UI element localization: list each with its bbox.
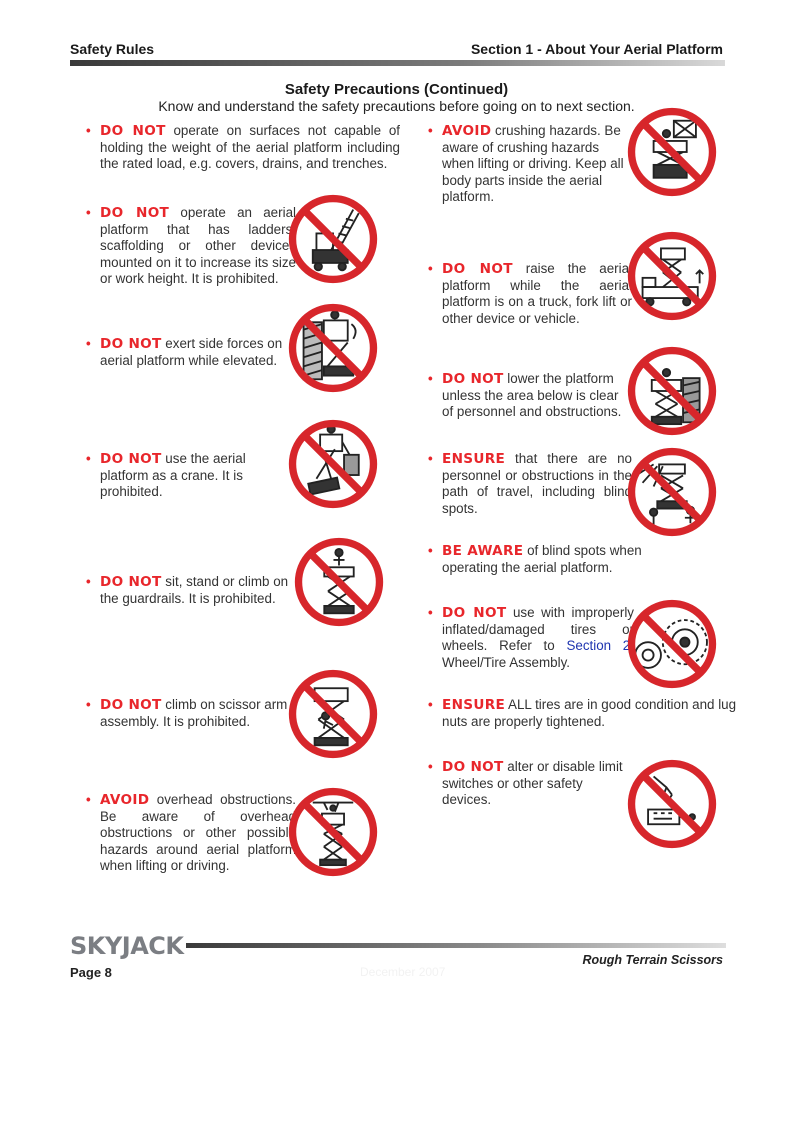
footer-product-name: Rough Terrain Scissors: [582, 953, 723, 967]
bullet-dot: •: [86, 336, 91, 351]
precaution-surfaces: [86, 123, 400, 173]
prohibited-damaged-tire-icon: [626, 598, 718, 690]
precaution-ladders: [86, 205, 296, 288]
prohibited-ladder-icon: [287, 193, 379, 285]
bullet-dot: •: [428, 543, 433, 558]
bullet-dot: •: [428, 261, 433, 276]
prohibited-side-force-icon: [287, 302, 379, 394]
precaution-text: operate an aerial platform that has ladders, scaffolding or other devices mounted on it to increase its size or work height. It is prohibited.: [100, 205, 296, 286]
precaution-text: that there are no personnel or obstructions in the path of travel, including blind spots.: [442, 451, 632, 516]
prohibited-guardrail-climb-icon: [293, 536, 385, 628]
prohibited-scissor-climb-icon: [287, 668, 379, 760]
bullet-dot: •: [86, 451, 91, 466]
precaution-text: use the aerial platform as a crane. It is prohibited.: [100, 451, 246, 499]
bullet-dot: •: [428, 759, 433, 774]
precaution-truck: [428, 261, 632, 327]
precaution-text: crushing hazards. Be aware of crushing hazards when lifting or driving. Keep all body parts inside the aerial platform.: [442, 123, 624, 204]
bullet-dot: •: [86, 123, 91, 138]
header-divider: [70, 60, 725, 66]
footer-date-watermark: December 2007: [360, 965, 446, 979]
precaution-text: overhead obstructions. Be aware of overhead obstructions or other possible hazards around aerial platform when lifting or driving.: [100, 792, 296, 873]
bullet-dot: •: [86, 792, 91, 807]
precaution-crane: [86, 451, 296, 501]
precaution-text: use with improperly inflated/damaged tires or wheels. Refer to: [442, 605, 635, 653]
precaution-limit-switches: [428, 759, 632, 809]
header-chapter-title: Section 1 - About Your Aerial Platform: [470, 41, 723, 57]
prohibited-lower-icon: [626, 345, 718, 437]
precaution-text: of blind spots when operating the aerial platform.: [442, 543, 642, 575]
precaution-keyword: DO NOT: [442, 371, 504, 387]
precaution-keyword: DO NOT: [100, 205, 170, 221]
precaution-guardrails: [86, 574, 296, 607]
bullet-dot: •: [428, 697, 433, 712]
bullet-dot: •: [428, 605, 433, 620]
precaution-keyword: AVOID: [100, 792, 150, 808]
precaution-blind-spots: [428, 543, 664, 576]
precaution-keyword: ENSURE: [442, 451, 506, 467]
precaution-path-travel: [428, 451, 632, 517]
precaution-text: operate on surfaces not capable of holding the weight of the aerial platform including the rated load, e.g. covers, drains, and trenches.: [100, 123, 400, 171]
skyjack-logo: SKYJACK: [70, 932, 184, 960]
prohibited-path-travel-icon: [626, 446, 718, 538]
precaution-lug-nuts: [428, 697, 742, 730]
precaution-lowering: [428, 371, 632, 421]
precaution-text: exert side forces on aerial platform while elevated.: [100, 336, 283, 368]
precaution-text: raise the aerial platform while the aerial platform is on a truck, fork lift or other device or vehicle.: [442, 261, 632, 326]
page-title: Safety Precautions (Continued): [284, 81, 509, 98]
precaution-text: alter or disable limit switches or other safety devices.: [442, 759, 623, 807]
precaution-keyword: ENSURE: [442, 697, 506, 713]
bullet-dot: •: [86, 697, 91, 712]
bullet-dot: •: [86, 574, 91, 589]
precaution-keyword: DO NOT: [100, 574, 162, 590]
header-section-label: Safety Rules: [70, 41, 155, 57]
precaution-keyword: DO NOT: [442, 759, 504, 775]
precaution-text: sit, stand or climb on the guardrails. It is prohibited.: [100, 574, 289, 606]
prohibited-crushing-icon: [626, 106, 718, 198]
bullet-dot: •: [428, 371, 433, 386]
precaution-text: ALL tires are in good condition and lug nuts are properly tightened.: [442, 697, 737, 729]
precaution-text: lower the platform unless the area below is clear of personnel and obstructions.: [442, 371, 622, 419]
bullet-dot: •: [428, 123, 433, 138]
precaution-keyword: DO NOT: [442, 605, 507, 621]
bullet-dot: •: [86, 205, 91, 220]
precaution-keyword: AVOID: [442, 123, 492, 139]
precaution-keyword: DO NOT: [100, 451, 162, 467]
prohibited-truck-icon: [626, 230, 718, 322]
precaution-keyword: DO NOT: [100, 697, 162, 713]
prohibited-overhead-icon: [287, 786, 379, 878]
precaution-tires: [428, 605, 634, 671]
prohibited-crane-icon: [287, 418, 379, 510]
section-2-link[interactable]: Section 2: [566, 638, 631, 653]
precaution-scissor-arm: [86, 697, 296, 730]
precaution-text: climb on scissor arm assembly. It is prohibited.: [100, 697, 288, 729]
page-number: Page 8: [70, 965, 112, 980]
precaution-keyword: DO NOT: [100, 123, 166, 139]
precaution-side-forces: [86, 336, 296, 369]
precaution-keyword: DO NOT: [100, 336, 162, 352]
precaution-keyword: BE AWARE: [442, 543, 524, 559]
precaution-text-after: : Wheel/Tire Assembly.: [442, 638, 634, 670]
precaution-overhead: [86, 792, 296, 875]
precaution-keyword: DO NOT: [442, 261, 513, 277]
page-subtitle: Know and understand the safety precautions before going on to next section.: [158, 98, 635, 114]
footer-divider: [186, 943, 726, 948]
precaution-crushing: [428, 123, 632, 206]
bullet-dot: •: [428, 451, 433, 466]
prohibited-limit-switch-icon: [626, 758, 718, 850]
